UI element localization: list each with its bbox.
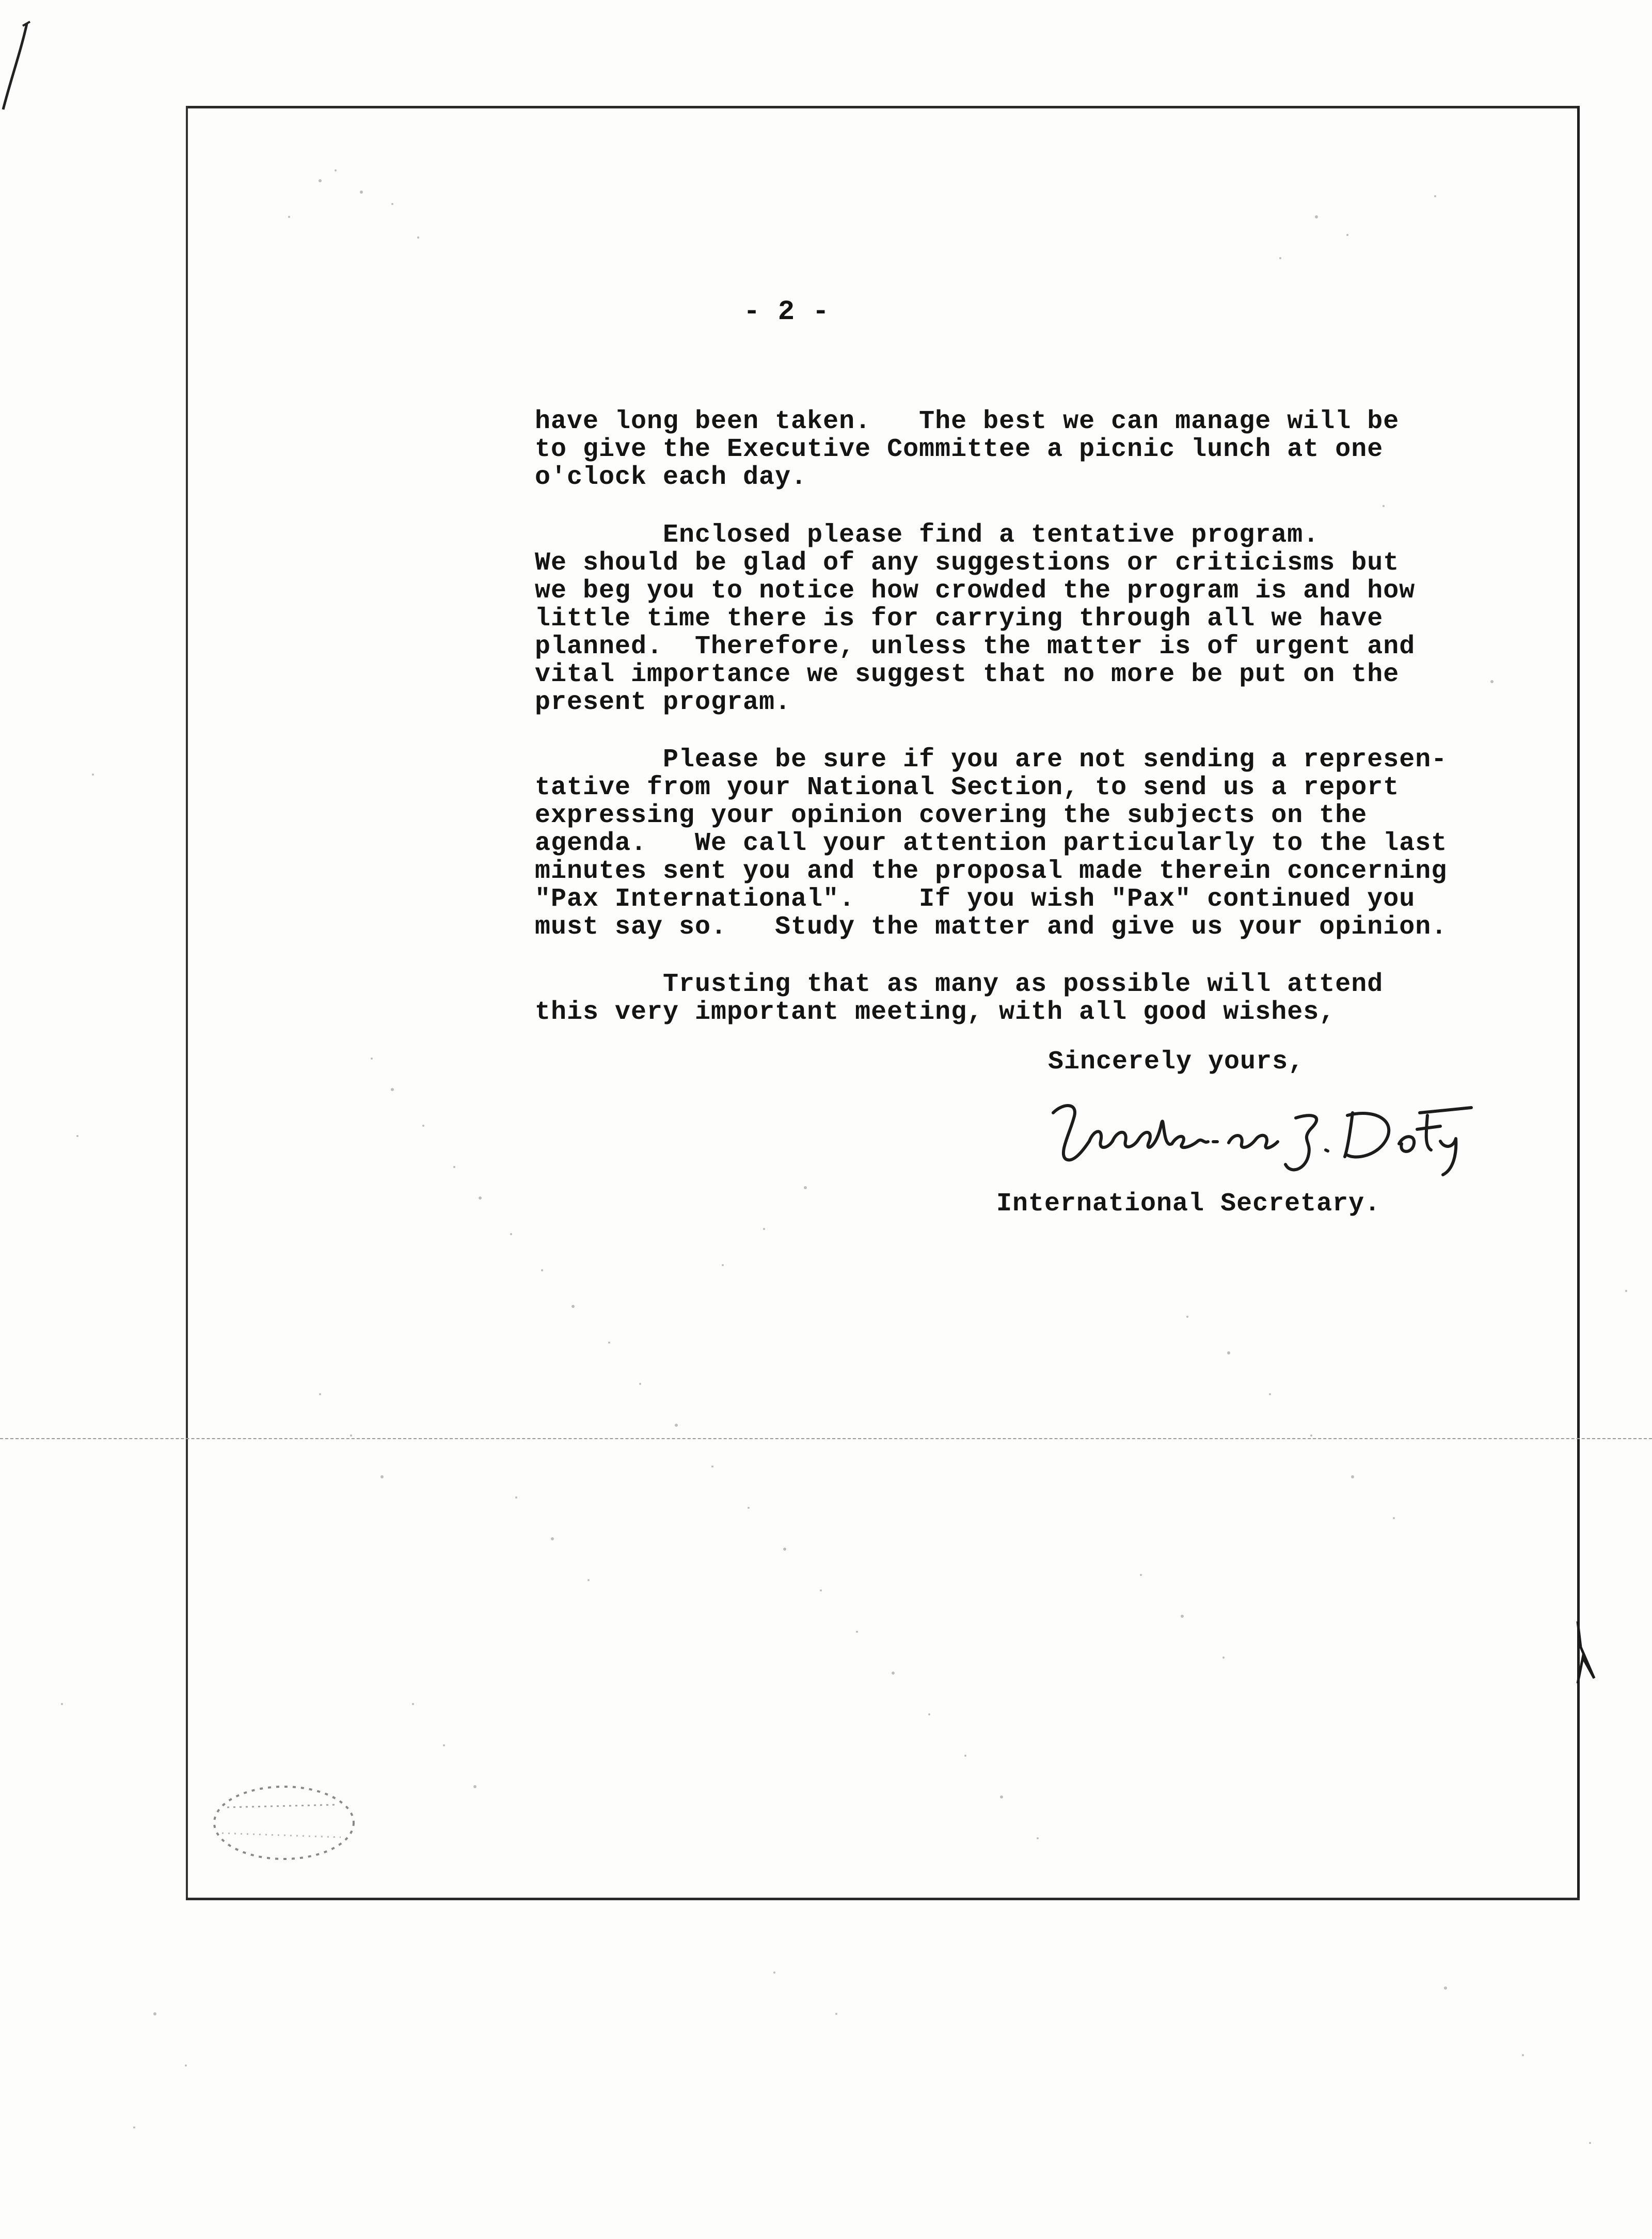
- paragraph-closing-wishes: Trusting that as many as possible will attend this very important meeting, with all good wishes,: [535, 970, 1384, 1027]
- stamp-smudge: [206, 1776, 361, 1869]
- signer-title: International Secretary.: [996, 1189, 1381, 1219]
- page-border-left: [186, 106, 188, 1900]
- complimentary-close: Sincerely yours,: [1048, 1047, 1305, 1077]
- paragraph-program: Enclosed please find a tentative program. We should be glad of any suggestions or criticisms but we beg you to notice how crowded the program is and how little time there is for carrying through all we have planned. Therefore, unless the matter is of urgent and vital importance we suggest that no more be put on the present program.: [535, 521, 1416, 717]
- paragraph-continuation: have long been taken. The best we can manage will be to give the Executive Committee a picnic lunch at one o'clock each day.: [535, 407, 1400, 492]
- page-border-top: [186, 106, 1580, 108]
- paragraph-report-request: Please be sure if you are not sending a represen- tative from your National Section, to send us a report expressing your opinion covering the subjects on the agenda. We call your attention particularly to the last minutes sent you and the proposal made therein concerning "Pax International". If you wish "Pax" continued you must say so. Study the matter and give us your opinion.: [535, 745, 1448, 942]
- page-number: - 2 -: [743, 296, 830, 328]
- handwritten-signature: [1043, 1092, 1476, 1180]
- page-border-bottom: [186, 1898, 1580, 1900]
- edge-tear-mark: [1576, 1621, 1596, 1683]
- corner-pen-mark: [0, 21, 31, 114]
- fold-line: [0, 1438, 1652, 1439]
